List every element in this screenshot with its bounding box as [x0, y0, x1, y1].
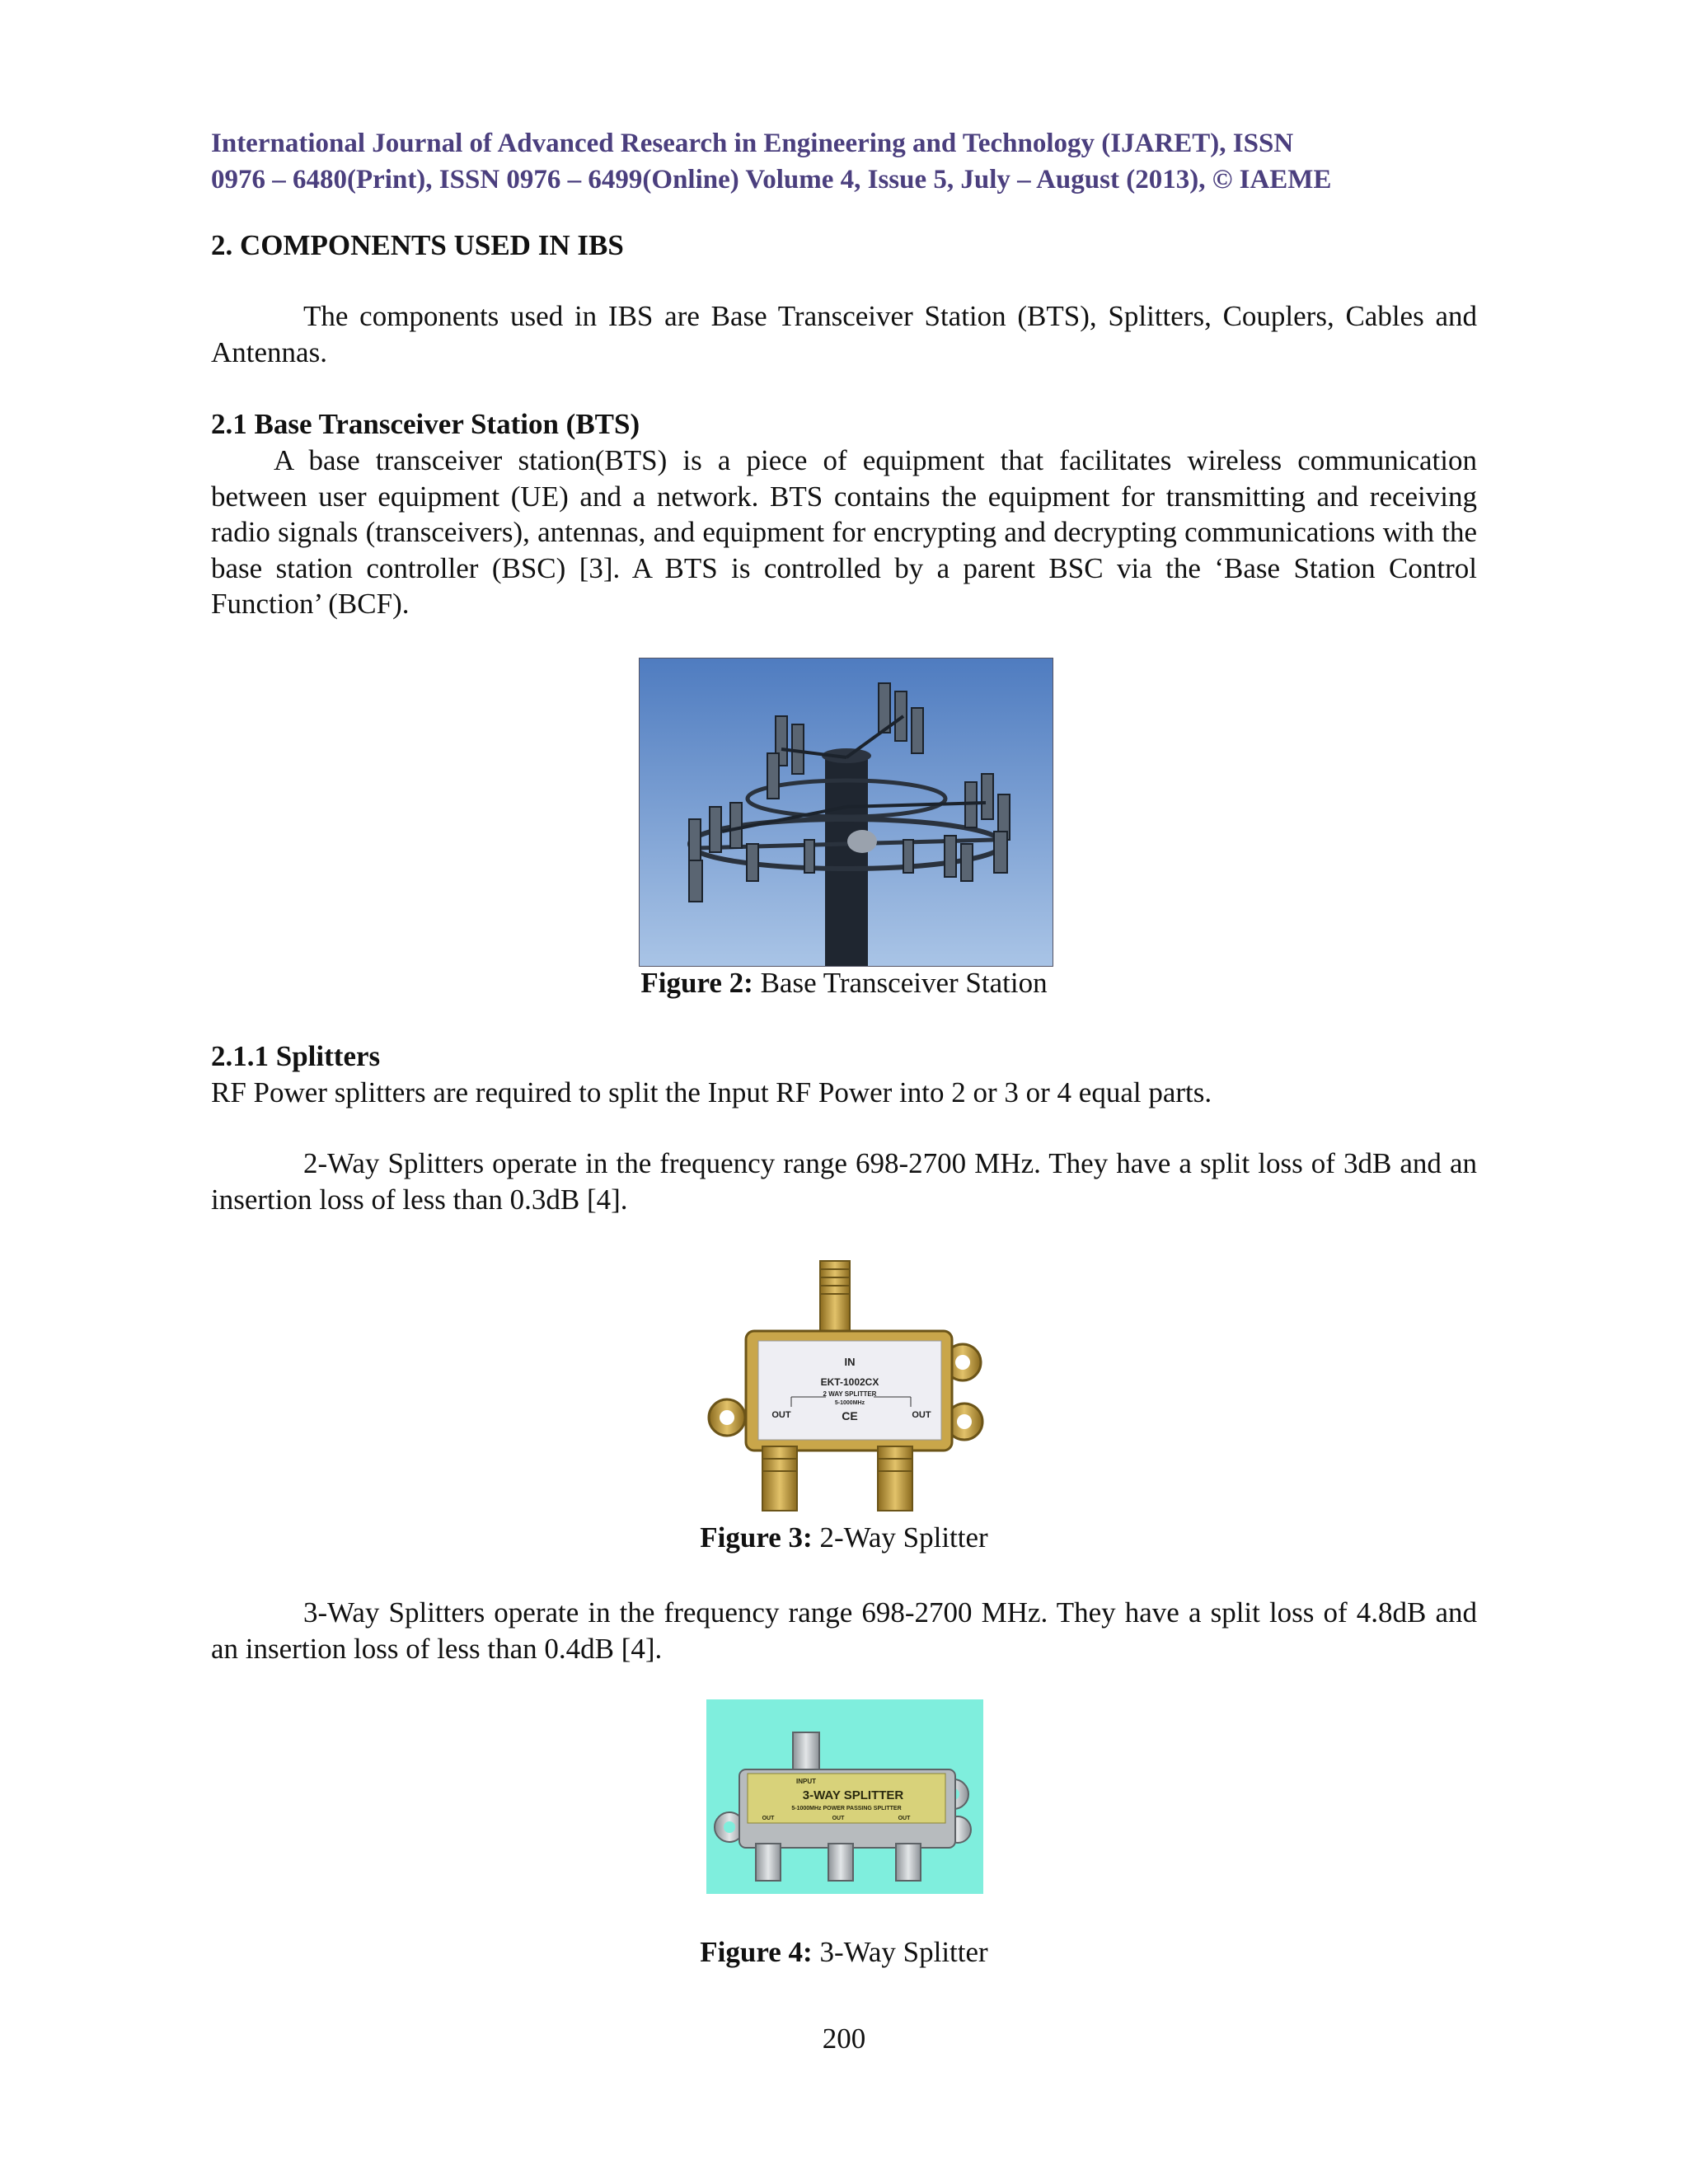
splitter3-title-label: 3-WAY SPLITTER — [802, 1788, 904, 1802]
splitters-intro: RF Power splitters are required to split the Input RF Power into 2 or 3 or 4 equal parts. — [211, 1076, 1212, 1108]
splitter2-out-right-label: OUT — [912, 1410, 931, 1420]
splitter2-type-label: 2 WAY SPLITTER — [823, 1390, 877, 1398]
splitter2-out-left-label: OUT — [771, 1410, 791, 1420]
figure4-label: Figure 4: — [700, 1936, 813, 1968]
bts-heading: 2.1 Base Transceiver Station (BTS) — [211, 408, 640, 440]
figure2-caption-text: Base Transceiver Station — [760, 967, 1048, 999]
splitter3-out2-label: OUT — [832, 1816, 845, 1821]
splitter2-model-label: EKT-1002CX — [820, 1376, 879, 1388]
splitter3-out3-label: OUT — [898, 1816, 911, 1821]
bts-tower-image — [639, 658, 1053, 967]
bts-paragraph: A base transceiver station(BTS) is a piece of equipment that facilitates wireless communication between user equipment (UE) and a network. BTS contains the equipment for transmitting and receiving radio signals (transceivers), antennas, and equipment for encrypting and decrypting communications with the base station controller (BSC) [3]. A BTS is controlled by a parent BSC via the ‘Base Station Control Function’ (BCF). — [211, 444, 1477, 620]
figure2-caption — [0, 965, 1688, 1001]
figure4-caption-text: 3-Way Splitter — [819, 1936, 988, 1968]
three-way-splitter-paragraph: 3-Way Splitters operate in the frequency range 698-2700 MHz. They have a split loss of 4.8dB and an insertion loss of less than 0.4dB [4]. — [211, 1596, 1477, 1665]
splitter2-ce-mark: CE — [842, 1409, 858, 1422]
splitters-heading: 2.1.1 Splitters — [211, 1040, 381, 1072]
bts-tower-illustration — [640, 658, 1053, 966]
journal-header — [211, 125, 1477, 198]
splitter2-in-label: IN — [844, 1356, 856, 1368]
two-way-splitter-paragraph: 2-Way Splitters operate in the frequency range 698-2700 MHz. They have a split loss of 3dB and an insertion loss of less than 0.3dB [4]. — [211, 1147, 1477, 1216]
page-number: 200 — [822, 2022, 866, 2055]
three-way-splitter-illustration — [706, 1699, 983, 1894]
section-heading: 2. COMPONENTS USED IN IBS — [211, 229, 624, 261]
two-way-splitter-illustration — [701, 1257, 989, 1512]
figure3-caption-text: 2-Way Splitter — [819, 1521, 988, 1554]
journal-header-line2: 0976 – 6480(Print), ISSN 0976 – 6499(Online) Volume 4, Issue 5, July – August (2013), © IAEME — [211, 165, 1332, 194]
three-way-splitter-image — [706, 1699, 983, 1894]
splitter2-freq-label: 5-1000MHz — [834, 1400, 865, 1406]
journal-header-line1: International Journal of Advanced Research in Engineering and Technology (IJARET), ISSN — [211, 129, 1294, 158]
splitter3-out1-label: OUT — [762, 1816, 775, 1821]
figure4-caption — [0, 1934, 1688, 1971]
section-intro-paragraph: The components used in IBS are Base Transceiver Station (BTS), Splitters, Couplers, Cables and Antennas. — [211, 300, 1477, 368]
two-way-splitter-image — [701, 1257, 989, 1512]
figure3-caption — [0, 1520, 1688, 1556]
figure3-label: Figure 3: — [700, 1521, 813, 1554]
splitter3-input-label: INPUT — [796, 1778, 816, 1785]
figure2-label: Figure 2: — [640, 967, 753, 999]
splitter3-sub-label: 5-1000MHz POWER PASSING SPLITTER — [791, 1806, 902, 1811]
